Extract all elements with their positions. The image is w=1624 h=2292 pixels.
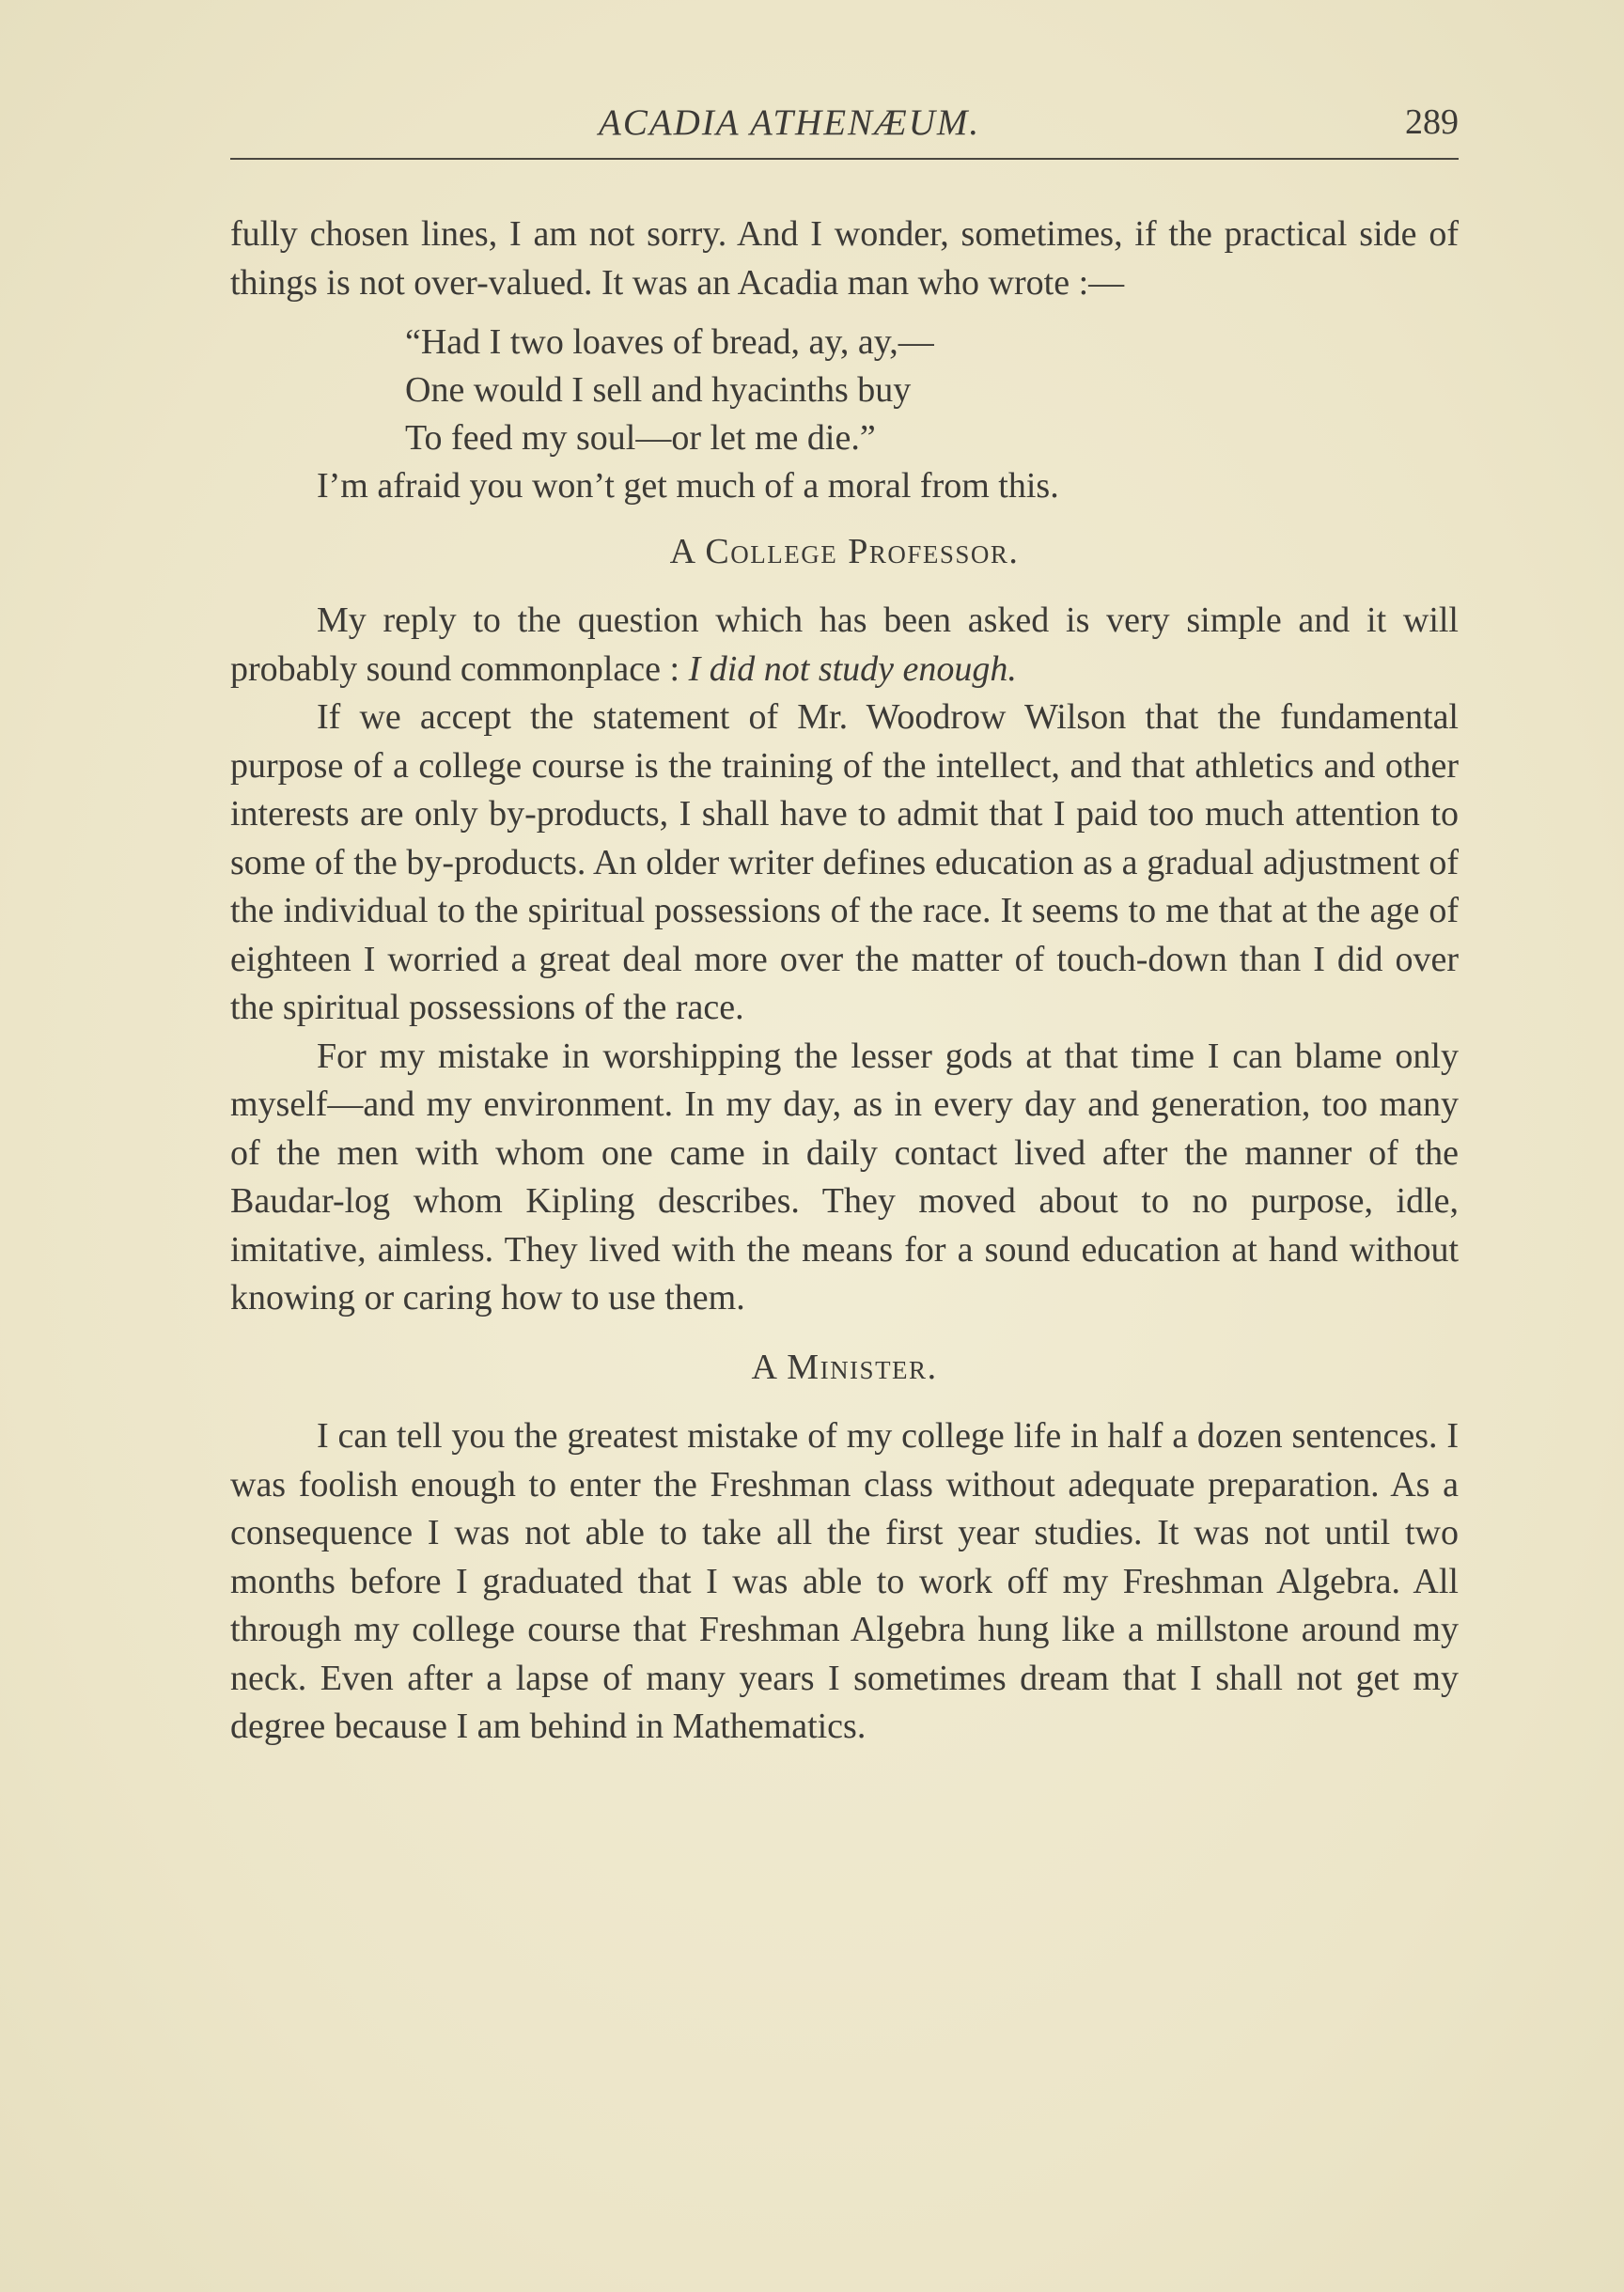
paragraph: I can tell you the greatest mistake of my college life in half a dozen sentences. I was foolish enough to enter the Freshman class without adequate preparation. As a consequence I was not able to take all the first year studies. It was not until two months before I graduated that I was able to work off my Freshman Algebra. All through my college course that Freshman Algebra hung like a millstone around my neck. Even after a lapse of many years I sometimes dream that I shall not get my degree because I am behind in Mathematics.	[230, 1416, 1459, 1746]
verse-quotation	[405, 319, 1459, 462]
verse-line: To feed my soul—or let me die.”	[405, 418, 876, 458]
page-number: 289	[1405, 102, 1459, 142]
running-head	[230, 94, 1459, 152]
emphasis-text: I did not study enough.	[688, 648, 1017, 689]
page	[230, 94, 1459, 1746]
verse-line: “Had I two loaves of bread, ay, ay,—	[405, 322, 934, 362]
paragraph: If we accept the statement of Mr. Woodrow Wilson that the fundamental purpose of a college course is the training of the intellect, and that athletics and other interests are only by-products, I shall have to admit that I paid too much attention to some of the by-products. An older writer defines education as a gradual adjustment of the individual to the spiritual possessions of the race. It seems to me that at the age of eighteen I worried a great deal more over the matter of touch-down than I did over the spiritual possessions of the race.	[230, 697, 1459, 1027]
journal-title: ACADIA ATHENÆUM.	[599, 102, 981, 143]
verse-line: One would I sell and hyacinths buy	[405, 370, 912, 410]
section-heading-minister: A Minister.	[751, 1347, 938, 1387]
closing-line: I’m afraid you won’t get much of a moral from this.	[317, 466, 1059, 506]
opening-paragraph: fully chosen lines, I am not sorry. And I wonder, sometimes, if the practical side of things is not over-valued. It was an Acadia man who wrote :—	[230, 214, 1459, 303]
paragraph-text: My reply to the question which has been asked is very simple and it will probably sound commonplace :	[230, 600, 1459, 689]
article-body	[230, 210, 1459, 1752]
paragraph	[230, 597, 1459, 694]
header-rule	[230, 158, 1459, 160]
paragraph: For my mistake in worshipping the lesser gods at that time I can blame only myself—and my environment. In my day, as in every day and generation, too many of the men with whom one came in daily contact lived after the manner of the Baudar-log whom Kipling describes. They moved about to no purpose, idle, imitative, aimless. They lived with the means for a sound education at hand without knowing or caring how to use them.	[230, 1036, 1459, 1318]
section-heading-college-professor: A College Professor.	[669, 531, 1020, 571]
